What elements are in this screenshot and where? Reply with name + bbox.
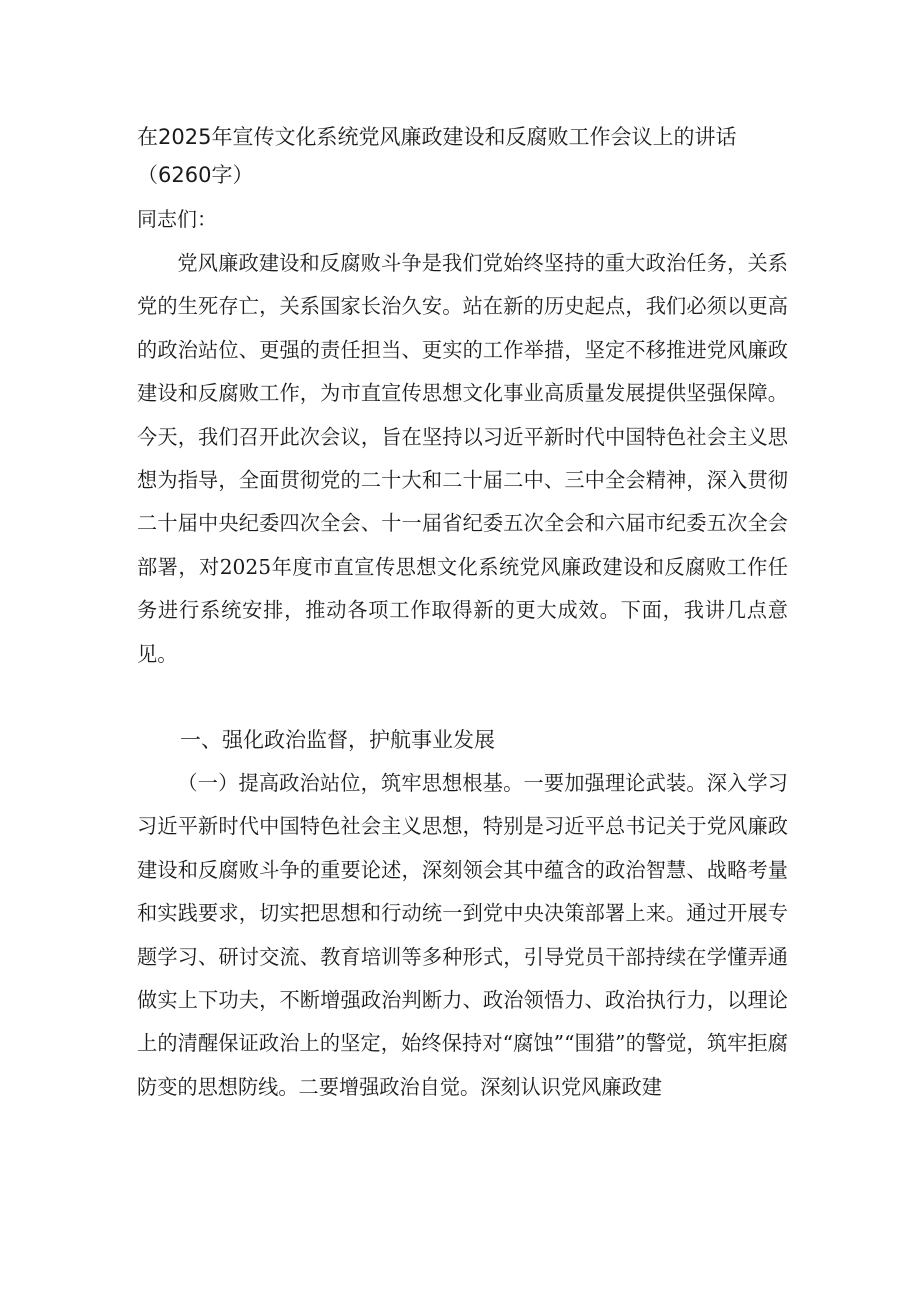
- salutation: 同志们：: [137, 207, 217, 231]
- section-heading: 一、强化政治监督，护航事业发展: [180, 728, 495, 752]
- intro-paragraph: 党风廉政建设和反腐败斗争是我们党始终坚持的重大政治任务，关系党的生死存亡，关系国家长治久安。站在新的历史起点，我们必须以更高的政治站位、更强的责任担当、更实的工作举措，坚定不移推进党风廉政建设和反腐败工作，为市直宣传思想文化事业高质量发展提供坚强保障。今天，我们召开此次会议，旨在坚持以习近平新时代中国特色社会主义思想为指导，全面贯彻党的二十大和二十届二中、三中全会精神，深入贯彻二十届中央纪委四次全会、十一届省纪委五次全会和六届市纪委五次全会部署，对2025年度市直宣传思想文化系统党风廉政建设和反腐败工作任务进行系统安排，推动各项工作取得新的更大成效。下面，我讲几点意见。: [137, 251, 788, 666]
- section-paragraph: （一）提高政治站位，筑牢思想根基。一要加强理论武装。深入学习习近平新时代中国特色社会主义思想，特别是习近平总书记关于党风廉政建设和反腐败斗争的重要论述，深刻领会其中蕴含的政治智慧、战略考量和实践要求，切实把思想和行动统一到党中央决策部署上来。通过开展专题学习、研讨交流、教育培训等多种形式，引导党员干部持续在学懂弄通做实上下功夫，不断增强政治判断力、政治领悟力、政治执行力，以理论上的清醒保证政治上的坚定，始终保持对“腐蚀”“围猎”的警觉，筑牢拒腐防变的思想防线。二要增强政治自觉。深刻认识党风廉政建: [137, 771, 788, 1099]
- document-title: 在2025年宣传文化系统党风廉政建设和反腐败工作会议上的讲话（6260字）: [137, 125, 737, 187]
